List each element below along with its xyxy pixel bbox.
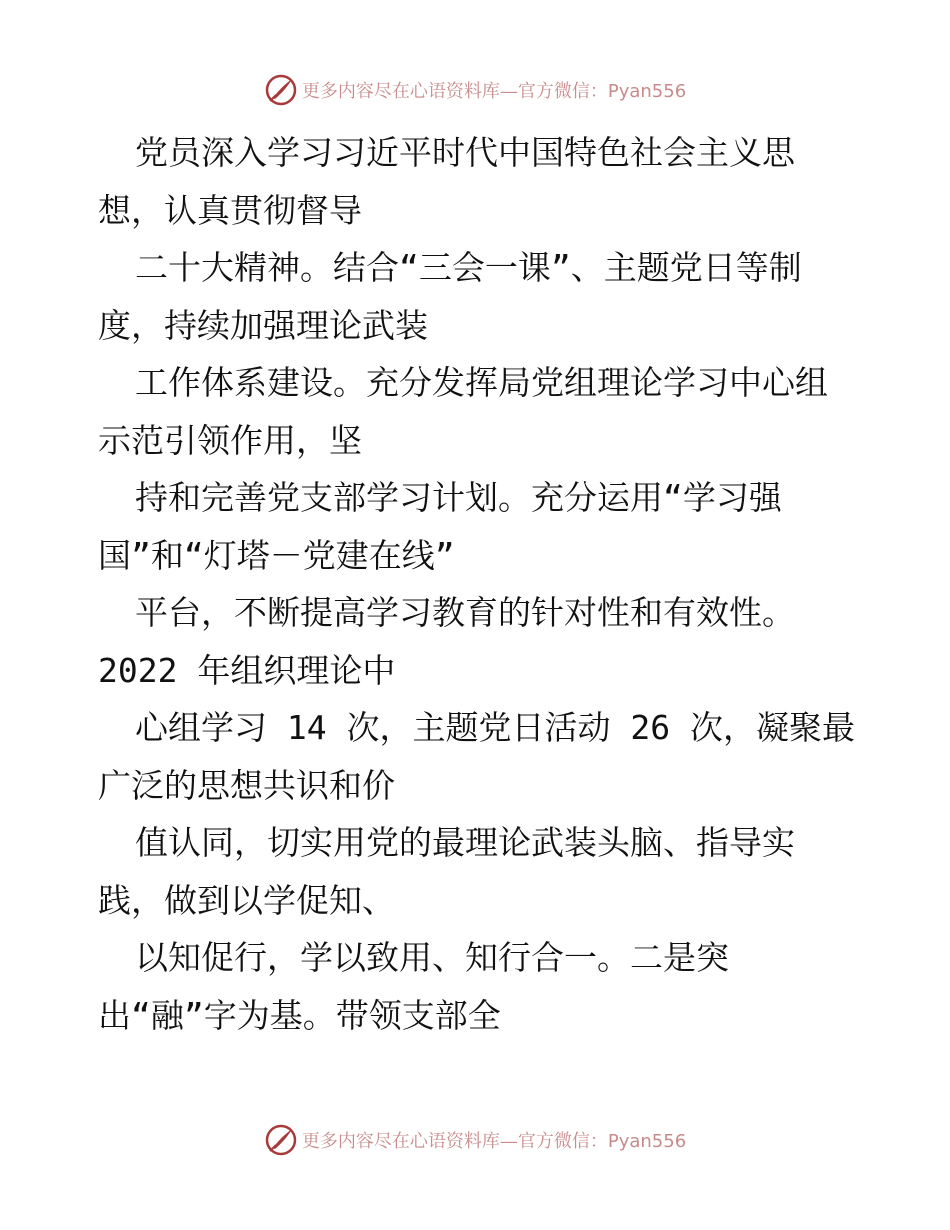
text-line: 工作体系建设。充分发挥局党组理论学习中心组	[135, 363, 828, 402]
text-line: 广泛的思想共识和价	[98, 765, 395, 805]
footer-watermark	[0, 1120, 950, 1160]
feather-pen-icon	[264, 73, 298, 107]
text-line: 持和完善党支部学习计划。充分运用“学习强	[135, 478, 782, 517]
watermark-text: 更多内容尽在心语资料库—官方微信：Pyan556	[301, 1131, 687, 1152]
text-line: 心组学习 14 次，主题党日活动 26 次，凝聚最	[135, 708, 855, 747]
text-line: 2022 年组织理论中	[98, 650, 396, 690]
text-line: 二十大精神。结合“三会一课”、主题党日等制	[135, 248, 802, 287]
text-line: 想，认真贯彻督导	[98, 190, 362, 230]
watermark-text: 更多内容尽在心语资料库—官方微信：Pyan556	[301, 81, 687, 102]
text-line: 党员深入学习习近平时代中国特色社会主义思	[135, 133, 795, 172]
text-line: 践，做到以学促知、	[98, 880, 395, 920]
text-line: 示范引领作用，坚	[98, 420, 362, 460]
text-line: 以知促行，学以致用、知行合一。二是突	[135, 938, 729, 977]
text-line: 平台，不断提高学习教育的针对性和有效性。	[135, 593, 795, 632]
feather-pen-icon	[264, 1123, 298, 1157]
text-line: 国”和“灯塔－党建在线”	[98, 535, 455, 575]
header-watermark	[0, 70, 950, 110]
text-line: 出“融”字为基。带领支部全	[98, 995, 501, 1035]
text-line: 值认同，切实用党的最理论武装头脑、指导实	[135, 823, 795, 862]
text-line: 度，持续加强理论武装	[98, 305, 428, 345]
document-body	[98, 124, 878, 1044]
